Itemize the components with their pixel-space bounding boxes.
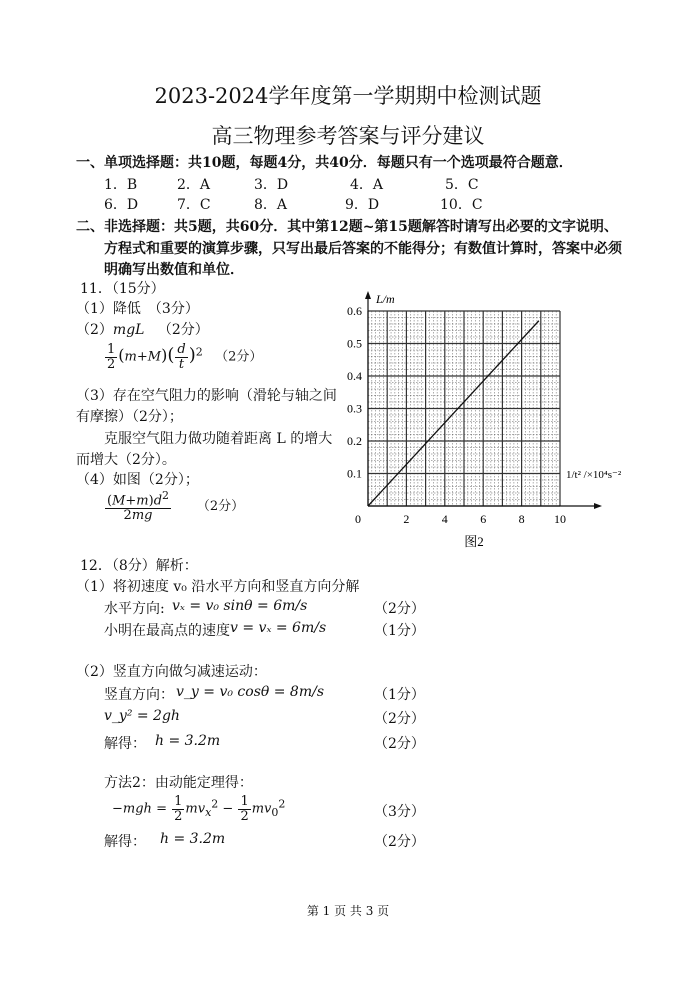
q12-vertical-expr: v_y = v₀ cosθ = 8m/s <box>176 684 325 700</box>
q12-eq2-score: （2分） <box>374 711 425 727</box>
q12-horizontal-score: （2分） <box>374 601 425 617</box>
q12-horizontal-expr: vₓ = v₀ sinθ = 6m/s <box>172 598 308 614</box>
q12-part1: （1）将初速度 v₀ 沿水平方向和竖直方向分解 <box>76 579 360 595</box>
x-tick-label: 6 <box>480 512 487 526</box>
answer-6: 6．D <box>104 197 139 213</box>
q12-solution-expr: h = 3.2m <box>155 733 221 749</box>
q12-eq2-expr: v_y² = 2gh <box>104 708 180 724</box>
y-tick-label: 0.2 <box>347 434 362 448</box>
answer-2: 2．A <box>177 177 211 193</box>
q11-part3-line3: 克服空气阻力做功随着距离 L 的增大 <box>104 431 333 447</box>
answer-3: 3．D <box>254 177 289 193</box>
q12-solution2-label: 解得： <box>104 834 146 850</box>
series-line-fit <box>368 321 539 506</box>
chart-labels <box>347 292 622 548</box>
answer-9: 9．D <box>345 197 380 213</box>
y-tick-label: 0.1 <box>347 466 362 481</box>
q12-top-score: （1分） <box>374 623 425 639</box>
q12-vertical-label: 竖直方向： <box>104 687 174 703</box>
section1-heading: 一、单项选择题：共10题，每题4分，共40分．每题只有一个选项最符合题意． <box>76 155 573 171</box>
chart-marks <box>368 321 539 506</box>
q12-solution-score: （2分） <box>374 736 425 752</box>
q11-part3-line2: 有摩擦）（2分）； <box>76 409 183 425</box>
q12-top-label: 小明在最高点的速度 <box>104 623 230 639</box>
q11-part1: （1）降低 （3分） <box>76 301 199 317</box>
q11-part3-line1: （3）存在空气阻力的影响（滑轮与轴之间 <box>76 388 337 404</box>
q11-part3-line4: 而增大（2分）。 <box>76 452 176 468</box>
q12-header: 12．（8分）解析： <box>80 558 198 574</box>
y-axis-arrow <box>365 291 371 299</box>
y-tick-label: 0.3 <box>347 401 362 416</box>
answer-10: 10．C <box>440 197 483 213</box>
q12-horizontal-label: 水平方向: <box>104 601 165 617</box>
x-tick-label: 4 <box>441 512 448 526</box>
answer-5: 5．C <box>445 177 479 193</box>
q11-kinetic-energy-expr: $\frac{1}{2}$ (m+M)( $\frac{d}{t}$ )$^2$ （2分） <box>107 342 263 372</box>
q12-method2-expr: −mgh = $\frac{1}{2}$ $mv_x^2$ − $\frac{1}{2}$ $mv_0^2$ <box>112 794 286 824</box>
q12-method2-label: 方法2：由动能定理得： <box>104 775 253 791</box>
q12-solution2-score: （2分） <box>374 834 425 850</box>
q12-vertical-score: （1分） <box>374 687 425 703</box>
q12-method2-score: （3分） <box>374 804 425 820</box>
origin-label: 0 <box>355 512 361 526</box>
answer-7: 7．C <box>177 197 211 213</box>
answer-1: 1．B <box>104 177 138 193</box>
chart-grid <box>368 311 560 506</box>
section2-heading-line2: 方程式和重要的演算步骤，只写出最后答案的不能得分；有数值计算时，答案中必须 <box>104 241 622 257</box>
x-tick-label: 8 <box>518 512 525 526</box>
q11-part4-expr: $\frac{(M+m)d^2}{2mg}$ （2分） <box>107 489 245 523</box>
figure2-chart <box>340 278 630 548</box>
x-tick-label: 10 <box>554 512 566 526</box>
x-axis-arrow <box>594 503 602 509</box>
page-footer: 第 1 页 共 3 页 <box>306 904 390 918</box>
q12-solution2-expr: h = 3.2m <box>160 831 226 847</box>
q11-part4: （4）如图（2分）； <box>76 472 199 488</box>
page-title: 2023-2024学年度第一学期期中检测试题 <box>154 84 542 108</box>
q12-top-expr: v = vₓ = 6m/s <box>230 620 327 636</box>
figure-caption: 图2 <box>464 534 484 548</box>
y-tick-label: 0.5 <box>347 336 362 351</box>
answer-8: 8．A <box>254 197 288 213</box>
y-tick-label: 0.4 <box>347 369 362 383</box>
answer-4: 4．A <box>350 177 384 193</box>
section2-heading-line1: 二、非选择题：共5题，共60分．其中第12题~第15题解答时请写出必要的文字说明、 <box>76 219 618 235</box>
q11-header: 11．（15分） <box>80 281 165 297</box>
y-axis-label: L/m <box>376 292 395 306</box>
section2-heading-line3: 明确写出数值和单位． <box>104 262 244 278</box>
x-tick-label: 2 <box>403 512 410 526</box>
q11-part2: （2）mgL （2分） <box>76 322 209 338</box>
q12-solution-label: 解得： <box>104 736 146 752</box>
page-subtitle: 高三物理参考答案与评分建议 <box>211 124 485 148</box>
q12-part2: （2）竖直方向做匀减速运动： <box>76 664 267 680</box>
y-tick-label: 0.6 <box>347 304 362 318</box>
x-axis-label: 1/t² /×10⁴s⁻² <box>566 469 622 481</box>
